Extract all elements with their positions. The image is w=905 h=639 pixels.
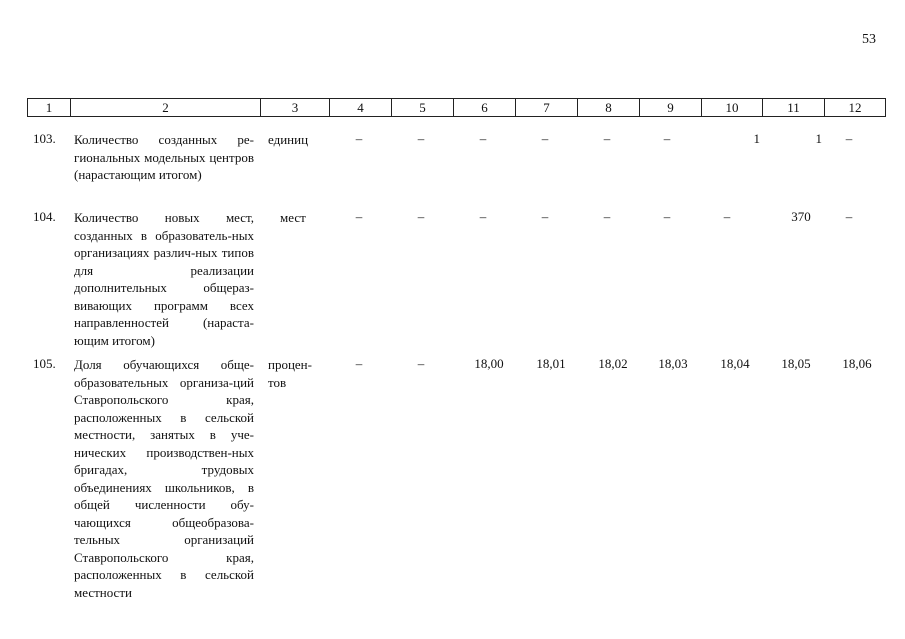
column-header: 7 [516, 99, 578, 117]
value-cell: 1 [815, 131, 822, 146]
value-cell: 18,01 [536, 356, 566, 371]
value-cell: – [663, 209, 671, 224]
column-header: 11 [763, 99, 825, 117]
value-cell: – [541, 209, 549, 224]
value-cell: 18,06 [842, 356, 872, 371]
value-cell: – [603, 209, 611, 224]
row-number: 103. [33, 131, 56, 146]
column-header: 4 [330, 99, 392, 117]
value-cell: – [417, 356, 425, 371]
indicator-name: Количество новых мест, созданных в образователь-ных организациях различ-ных типов для реализации дополнительных общераз-вивающих программ всех направленностей (нараста-ющим итогом) [74, 210, 254, 348]
page-number: 53 [862, 32, 876, 47]
column-header: 5 [392, 99, 454, 117]
value-cell: 18,00 [474, 356, 504, 371]
column-header: 6 [454, 99, 516, 117]
column-header: 9 [640, 99, 702, 117]
column-header: 2 [71, 99, 261, 117]
value-cell: 1 [753, 131, 760, 146]
value-cell: 18,04 [720, 356, 750, 371]
unit-of-measure: процен-тов [268, 357, 312, 390]
column-header: 10 [702, 99, 763, 117]
value-cell: – [603, 131, 611, 146]
indicator-name: Доля обучающихся обще-образовательных организа-ций Ставропольского края, расположенных в сельской местности, занятых в уче-нических производствен-ных бригадах, трудовых объединениях школьников, в общей численности обу-чающихся общеобразова-тельных организаций Ставропольского края, расположенных в сельской местности [74, 357, 254, 600]
value-cell: – [355, 131, 363, 146]
value-cell: – [417, 131, 425, 146]
value-cell: 18,02 [598, 356, 628, 371]
value-cell: – [417, 209, 425, 224]
value-cell: 18,03 [658, 356, 688, 371]
column-header: 1 [28, 99, 71, 117]
value-cell: – [663, 131, 671, 146]
indicator-name: Количество созданных ре-гиональных модельных центров (нарастающим итогом) [74, 132, 254, 182]
column-header: 3 [261, 99, 330, 117]
value-cell: 370 [791, 209, 811, 224]
value-cell: – [479, 209, 487, 224]
value-cell: – [845, 209, 853, 224]
column-header: 8 [578, 99, 640, 117]
row-number: 105. [33, 356, 56, 371]
value-cell: – [541, 131, 549, 146]
value-cell: – [479, 131, 487, 146]
row-number: 104. [33, 209, 56, 224]
unit-of-measure: мест [280, 210, 306, 225]
value-cell: – [845, 131, 853, 146]
value-cell: – [355, 356, 363, 371]
unit-of-measure: единиц [268, 132, 309, 147]
column-header: 12 [825, 99, 886, 117]
value-cell: 18,05 [781, 356, 811, 371]
value-cell: – [355, 209, 363, 224]
value-cell: – [723, 209, 731, 224]
column-header-table [27, 98, 886, 117]
